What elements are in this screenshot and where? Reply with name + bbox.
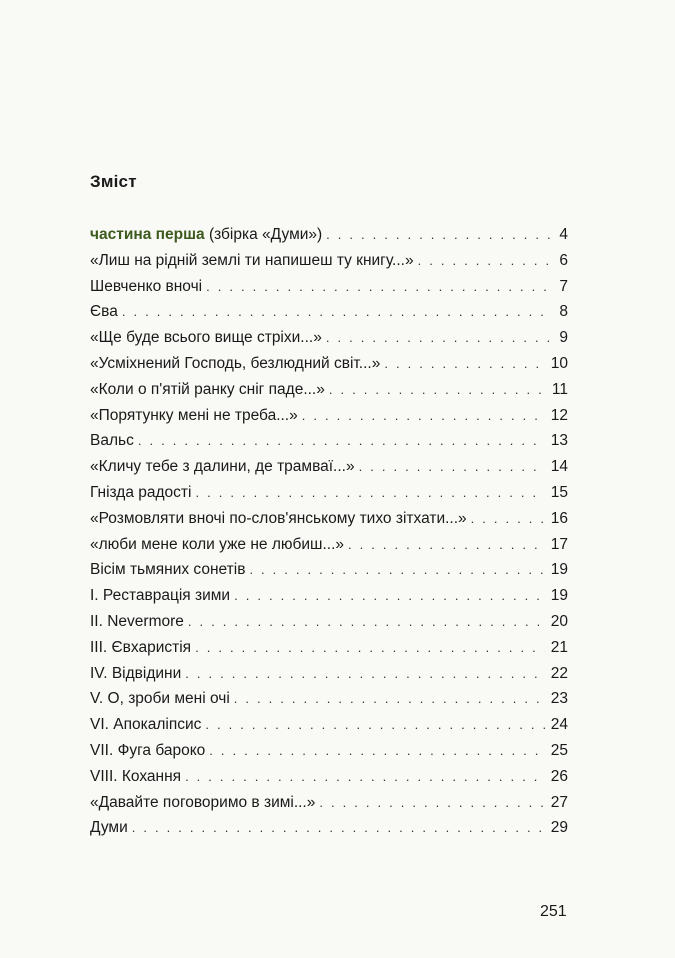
dot-leader [188, 609, 545, 635]
toc-entry-title: II. Nevermore [90, 612, 184, 630]
dot-leader [302, 403, 545, 429]
toc-page-number: 21 [550, 638, 568, 656]
toc-page-number: 12 [550, 406, 568, 424]
toc-entry [90, 428, 568, 454]
toc-entry [90, 454, 568, 480]
toc-entry [90, 351, 568, 377]
toc-page-number: 10 [550, 354, 568, 372]
toc-entry [90, 790, 568, 816]
toc-page-number: 8 [559, 303, 568, 321]
toc-entry-title: «Ще буде всього вище стріхи...» [90, 329, 322, 347]
toc-page-number: 26 [550, 767, 568, 785]
toc-page-number: 15 [550, 483, 568, 501]
toc-entry-title: VII. Фуга бароко [90, 741, 206, 759]
toc-entry [90, 532, 568, 558]
toc-page-number: 14 [550, 458, 568, 476]
dot-leader [138, 428, 545, 454]
toc-entry-title: «Лиш на рідній землі ти напишеш ту книгу...» [90, 251, 414, 269]
part-collection: (збірка «Думи») [208, 226, 323, 243]
toc-entry-title: «Усміхнений Господь, безлюдний світ...» [90, 354, 381, 372]
toc-page-number: 29 [550, 819, 568, 837]
toc-entry [90, 609, 568, 635]
toc-entry [90, 712, 568, 738]
dot-leader [326, 222, 550, 248]
toc-heading: Зміст [90, 172, 137, 191]
toc-entry-title: V. О, зроби мені очі [90, 690, 230, 708]
toc-entry [90, 661, 568, 687]
dot-leader [195, 480, 544, 506]
toc-entry [90, 635, 568, 661]
toc-entry-title: Вісім тьмяних сонетів [90, 561, 246, 579]
toc-entry-title: Вальс [90, 432, 134, 450]
dot-leader [319, 790, 544, 816]
dot-leader [132, 815, 545, 841]
dot-leader [249, 557, 544, 583]
dot-leader [384, 351, 544, 377]
toc-page-number: 25 [550, 741, 568, 759]
toc-entry [90, 377, 568, 403]
toc-page-number: 11 [551, 380, 568, 398]
toc-entry [90, 583, 568, 609]
toc-page-number: 6 [559, 251, 568, 269]
dot-leader [205, 712, 544, 738]
toc-entry-title: Думи [90, 819, 128, 837]
dot-leader [329, 377, 546, 403]
dot-leader [185, 661, 544, 687]
toc-entry-title: Гнізда радості [90, 483, 192, 501]
dot-leader [348, 532, 545, 558]
toc-entry-title: «Розмовляти вночі по-слов'янському тихо зітхати...» [90, 509, 467, 527]
page-number-folio: 251 [540, 903, 567, 920]
toc-entry [90, 764, 568, 790]
dot-leader [418, 248, 550, 274]
toc-entry-title: VI. Апокаліпсис [90, 716, 202, 734]
toc-page-number: 9 [559, 329, 568, 347]
toc-page-number: 16 [550, 509, 568, 527]
dot-leader [209, 738, 544, 764]
toc-entry [90, 299, 568, 325]
dot-leader [234, 686, 545, 712]
toc-page-number: 13 [550, 432, 568, 450]
toc-entry-title: «Давайте поговоримо в зимі...» [90, 793, 316, 811]
part-label: частина перша [90, 226, 205, 243]
toc-page-number: 17 [550, 535, 568, 553]
toc-entry [90, 480, 568, 506]
toc-page-number: 27 [550, 793, 568, 811]
toc-entry-title: Шевченко вночі [90, 277, 203, 295]
toc-entry [90, 274, 568, 300]
toc-entry [90, 325, 568, 351]
toc-entry-title: VIII. Кохання [90, 767, 182, 785]
toc-entry-title: Єва [90, 303, 118, 321]
dot-leader [326, 325, 550, 351]
dot-leader [471, 506, 545, 532]
toc-entry-title: IV. Відвідини [90, 664, 182, 682]
toc-entry-title: «люби мене коли уже не любиш...» [90, 535, 345, 553]
toc-entry [90, 686, 568, 712]
toc-part-row [90, 222, 568, 248]
toc-page-number: 4 [559, 226, 568, 243]
toc-page-number: 22 [550, 664, 568, 682]
toc-entry [90, 815, 568, 841]
toc-entry-title: III. Євхаристія [90, 638, 192, 656]
toc-page-number: 19 [550, 587, 568, 605]
dot-leader [359, 454, 545, 480]
dot-leader [185, 764, 545, 790]
dot-leader [206, 274, 550, 300]
toc-page-number: 7 [559, 277, 568, 295]
toc-entry [90, 248, 568, 274]
toc-entry [90, 403, 568, 429]
toc-part-title [90, 222, 322, 248]
dot-leader [234, 583, 545, 609]
dot-leader [195, 635, 545, 661]
toc-entry [90, 738, 568, 764]
toc-entry-title: I. Реставрація зими [90, 587, 231, 605]
dot-leader [122, 299, 550, 325]
toc-entry-title: «Кличу тебе з далини, де трамваї...» [90, 458, 355, 476]
toc-page-number: 20 [550, 612, 568, 630]
toc-page-number: 19 [550, 561, 568, 579]
toc-page-number: 23 [550, 690, 568, 708]
toc-entry [90, 557, 568, 583]
toc-page-number: 24 [550, 716, 568, 734]
toc-entry-title: «Порятунку мені не треба...» [90, 406, 298, 424]
toc-entry-title: «Коли о п'ятій ранку сніг паде...» [90, 380, 325, 398]
toc-entry [90, 506, 568, 532]
table-of-contents [90, 222, 568, 841]
